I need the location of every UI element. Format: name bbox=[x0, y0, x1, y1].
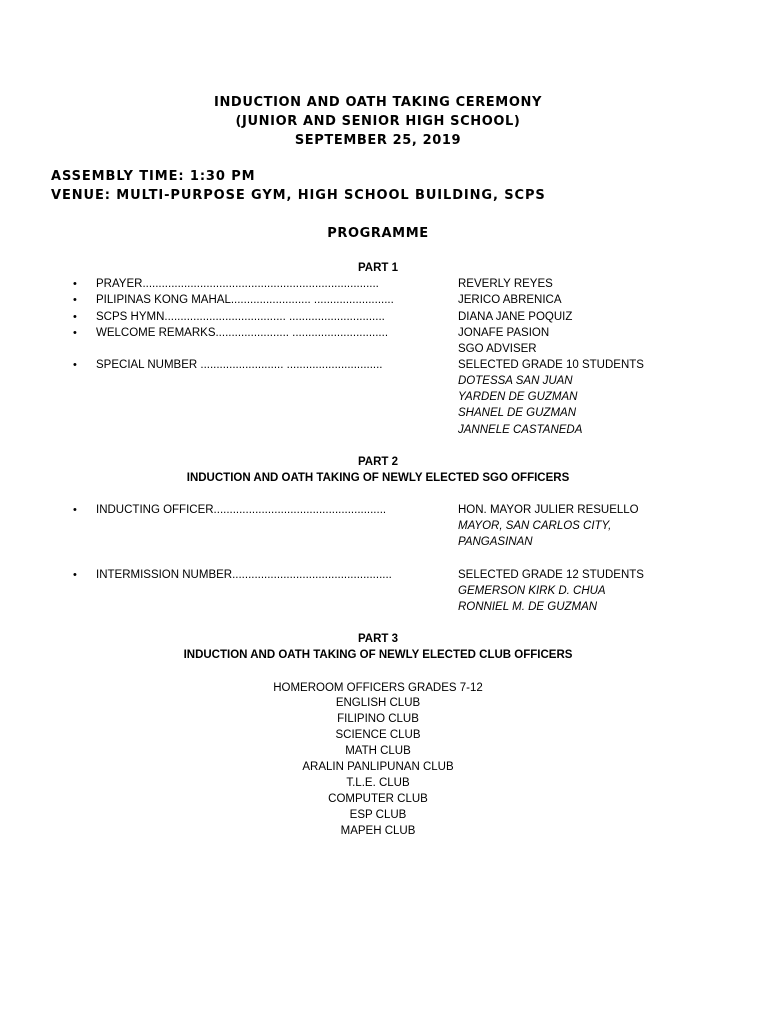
document-date: SEPTEMBER 25, 2019 bbox=[294, 133, 462, 148]
item-value: REVERLY REYES bbox=[458, 278, 553, 290]
item-label: INDUCTING OFFICER...................................................... bbox=[96, 504, 387, 516]
performer-name-text: SHANEL DE GUZMAN bbox=[458, 407, 577, 419]
bullet-icon: • bbox=[73, 327, 77, 339]
part2-heading: PART 2 bbox=[357, 456, 399, 468]
club-item: ARALIN PANLIPUNAN CLUB bbox=[302, 761, 454, 773]
performer-name-text: GEMERSON KIRK D. CHUA bbox=[458, 585, 606, 597]
performer-name-text: DOTESSA SAN JUAN bbox=[458, 375, 573, 387]
item-value: JERICO ABRENICA bbox=[458, 294, 562, 306]
club-item: ESP CLUB bbox=[349, 809, 407, 821]
item-value: HON. MAYOR JULIER RESUELLO bbox=[458, 504, 639, 516]
club-item: MATH CLUB bbox=[345, 745, 411, 757]
item-value-extra: SGO ADVISER bbox=[458, 343, 537, 355]
programme-item-extra bbox=[0, 343, 768, 359]
programme-item bbox=[0, 311, 768, 327]
performer-name bbox=[0, 391, 768, 407]
performer-name-text: RONNIEL M. DE GUZMAN bbox=[458, 601, 598, 613]
part2-subheading: INDUCTION AND OATH TAKING OF NEWLY ELECTED SGO OFFICERS bbox=[186, 472, 570, 484]
bullet-icon: • bbox=[73, 278, 77, 290]
performer-name bbox=[0, 601, 768, 617]
part1-heading: PART 1 bbox=[357, 262, 399, 274]
club-item: COMPUTER CLUB bbox=[328, 793, 428, 805]
bullet-icon: • bbox=[73, 504, 77, 516]
item-value: SELECTED GRADE 12 STUDENTS bbox=[458, 569, 644, 581]
bullet-icon: • bbox=[73, 569, 77, 581]
performer-name bbox=[0, 407, 768, 423]
document-subtitle: (JUNIOR AND SENIOR HIGH SCHOOL) bbox=[235, 114, 521, 129]
assembly-time: ASSEMBLY TIME: 1:30 PM bbox=[51, 169, 256, 184]
bullet-icon: • bbox=[73, 294, 77, 306]
programme-title: PROGRAMME bbox=[327, 226, 429, 241]
officer-detail-text: PANGASINAN bbox=[458, 536, 533, 548]
programme-item bbox=[0, 359, 768, 375]
club-item: MAPEH CLUB bbox=[340, 825, 416, 837]
performer-name bbox=[0, 585, 768, 601]
venue: VENUE: MULTI-PURPOSE GYM, HIGH SCHOOL BUILDING, SCPS bbox=[51, 188, 546, 203]
officer-detail-text: MAYOR, SAN CARLOS CITY, bbox=[458, 520, 612, 532]
programme-item bbox=[0, 327, 768, 343]
club-item: FILIPINO CLUB bbox=[337, 713, 419, 725]
officer-detail bbox=[0, 536, 768, 552]
performer-name bbox=[0, 424, 768, 440]
bullet-icon: • bbox=[73, 311, 77, 323]
performer-name-text: JANNELE CASTANEDA bbox=[458, 424, 583, 436]
part3-heading: PART 3 bbox=[357, 633, 399, 645]
item-label: SCPS HYMN...................................... .............................. bbox=[96, 311, 385, 323]
club-item: SCIENCE CLUB bbox=[335, 729, 421, 741]
item-value: DIANA JANE POQUIZ bbox=[458, 311, 573, 323]
item-label: WELCOME REMARKS....................... .............................. bbox=[96, 327, 389, 339]
item-value: JONAFE PASION bbox=[458, 327, 550, 339]
bullet-icon: • bbox=[73, 359, 77, 371]
programme-item bbox=[0, 504, 768, 520]
item-label: INTERMISSION NUMBER.................................................. bbox=[96, 569, 392, 581]
club-item: HOMEROOM OFFICERS GRADES 7-12 bbox=[273, 682, 483, 694]
item-label: PILIPINAS KONG MAHAL......................... ......................... bbox=[96, 294, 394, 306]
part3-subheading: INDUCTION AND OATH TAKING OF NEWLY ELECTED CLUB OFFICERS bbox=[183, 649, 573, 661]
document-title: INDUCTION AND OATH TAKING CEREMONY bbox=[214, 95, 542, 110]
item-label: SPECIAL NUMBER .......................... .............................. bbox=[96, 359, 383, 371]
club-item: ENGLISH CLUB bbox=[335, 697, 421, 709]
programme-item bbox=[0, 294, 768, 310]
item-label: PRAYER.......................................................................... bbox=[96, 278, 379, 290]
performer-name bbox=[0, 375, 768, 391]
performer-name-text: YARDEN DE GUZMAN bbox=[458, 391, 578, 403]
officer-detail bbox=[0, 520, 768, 536]
programme-item bbox=[0, 569, 768, 585]
item-value: SELECTED GRADE 10 STUDENTS bbox=[458, 359, 644, 371]
club-item: T.L.E. CLUB bbox=[346, 777, 410, 789]
programme-item bbox=[0, 278, 768, 294]
